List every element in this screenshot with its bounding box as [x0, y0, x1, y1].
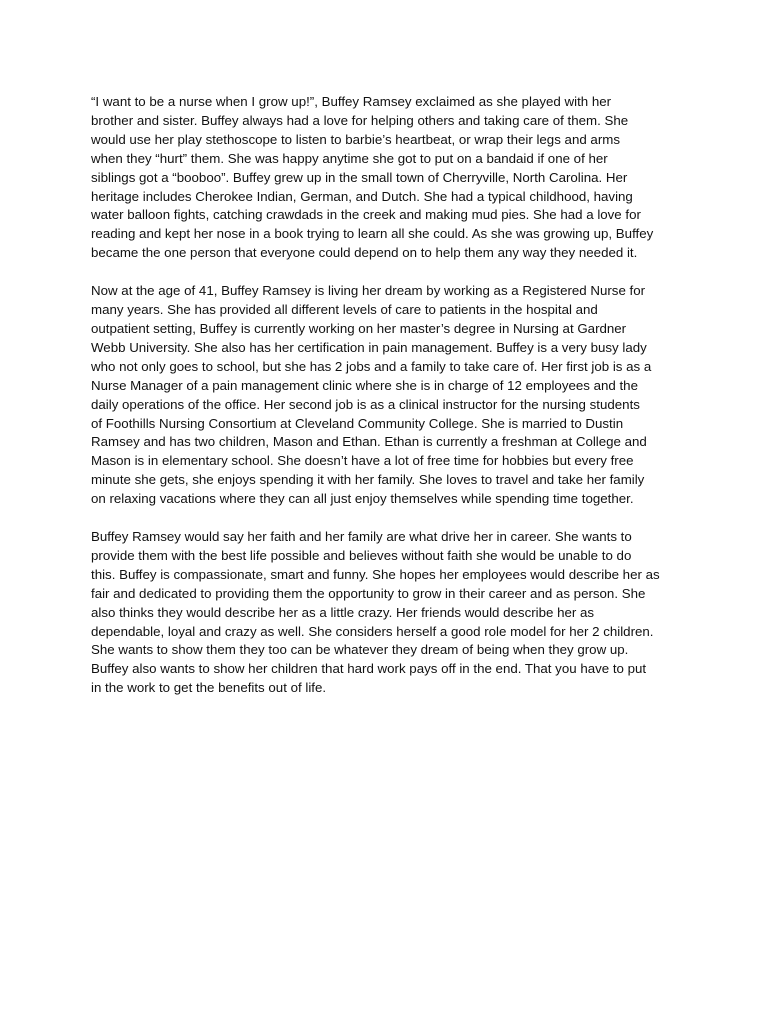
text-line: Buffey also wants to show her children that hard work pays off in the end. That you have to put — [91, 661, 647, 677]
text-line: became the one person that everyone could depend on to help them any way they needed it. — [91, 245, 638, 261]
text-line: dependable, loyal and crazy as well. She considers herself a good role model for her 2 children. — [91, 623, 654, 639]
text-line: minute she gets, she enjoys spending it with her family. She loves to travel and take her family — [91, 472, 645, 488]
text-line: Webb University. She also has her certification in pain management. Buffey is a very busy lady — [91, 339, 647, 355]
text-line: Buffey Ramsey would say her faith and her family are what drive her in career. She wants to — [91, 529, 632, 545]
text-line: brother and sister. Buffey always had a love for helping others and taking care of them. She — [91, 112, 629, 128]
text-line: when they “hurt” them. She was happy anytime she got to put on a bandaid if one of her — [91, 150, 608, 166]
text-line: Now at the age of 41, Buffey Ramsey is living her dream by working as a Registered Nurse for — [91, 283, 646, 299]
text-line: would use her play stethoscope to listen to barbie’s heartbeat, or wrap their legs and arms — [91, 131, 620, 147]
text-line: Nurse Manager of a pain management clinic where she is in charge of 12 employees and the — [91, 377, 638, 393]
text-line: of Foothills Nursing Consortium at Cleveland Community College. She is married to Dustin — [91, 415, 624, 431]
text-line: many years. She has provided all different levels of care to patients in the hospital and — [91, 302, 598, 318]
text-line: Ramsey and has two children, Mason and Ethan. Ethan is currently a freshman at College and — [91, 434, 647, 450]
text-line: water balloon fights, catching crawdads in the creek and making mud pies. She had a love for — [91, 207, 641, 223]
paragraph-3 — [91, 528, 691, 698]
text-line: this. Buffey is compassionate, smart and funny. She hopes her employees would describe her as — [91, 566, 660, 582]
text-line: in the work to get the benefits out of life. — [91, 680, 327, 696]
text-line: on relaxing vacations where they can all just enjoy themselves while spending time together. — [91, 491, 634, 507]
text-line: also thinks they would describe her as a little crazy. Her friends would describe her as — [91, 604, 595, 620]
text-line: “I want to be a nurse when I grow up!”, Buffey Ramsey exclaimed as she played with her — [91, 94, 612, 109]
text-line: outpatient setting, Buffey is currently working on her master’s degree in Nursing at Gardner — [91, 320, 627, 336]
text-line: She wants to show them they too can be whatever they dream of being when they grow up. — [91, 642, 629, 658]
text-line: reading and kept her nose in a book trying to learn all she could. As she was growing up, Buffey — [91, 226, 654, 242]
text-line: daily operations of the office. Her second job is as a clinical instructor for the nursing students — [91, 396, 640, 412]
paragraph-1 — [91, 93, 691, 263]
text-line: heritage includes Cherokee Indian, German, and Dutch. She had a typical childhood, having — [91, 188, 633, 204]
paragraph-2 — [91, 282, 691, 509]
text-line: who not only goes to school, but she has 2 jobs and a family to take care of. Her first job is as a — [91, 358, 652, 374]
document-body — [91, 93, 691, 717]
text-line: siblings got a “booboo”. Buffey grew up in the small town of Cherryville, North Carolina. Her — [91, 169, 628, 185]
text-line: Mason is in elementary school. She doesn’t have a lot of free time for hobbies but every free — [91, 453, 634, 469]
text-line: fair and dedicated to providing them the opportunity to grow in their career and as person. She — [91, 585, 646, 601]
text-line: provide them with the best life possible and believes without faith she would be unable to do — [91, 547, 632, 563]
